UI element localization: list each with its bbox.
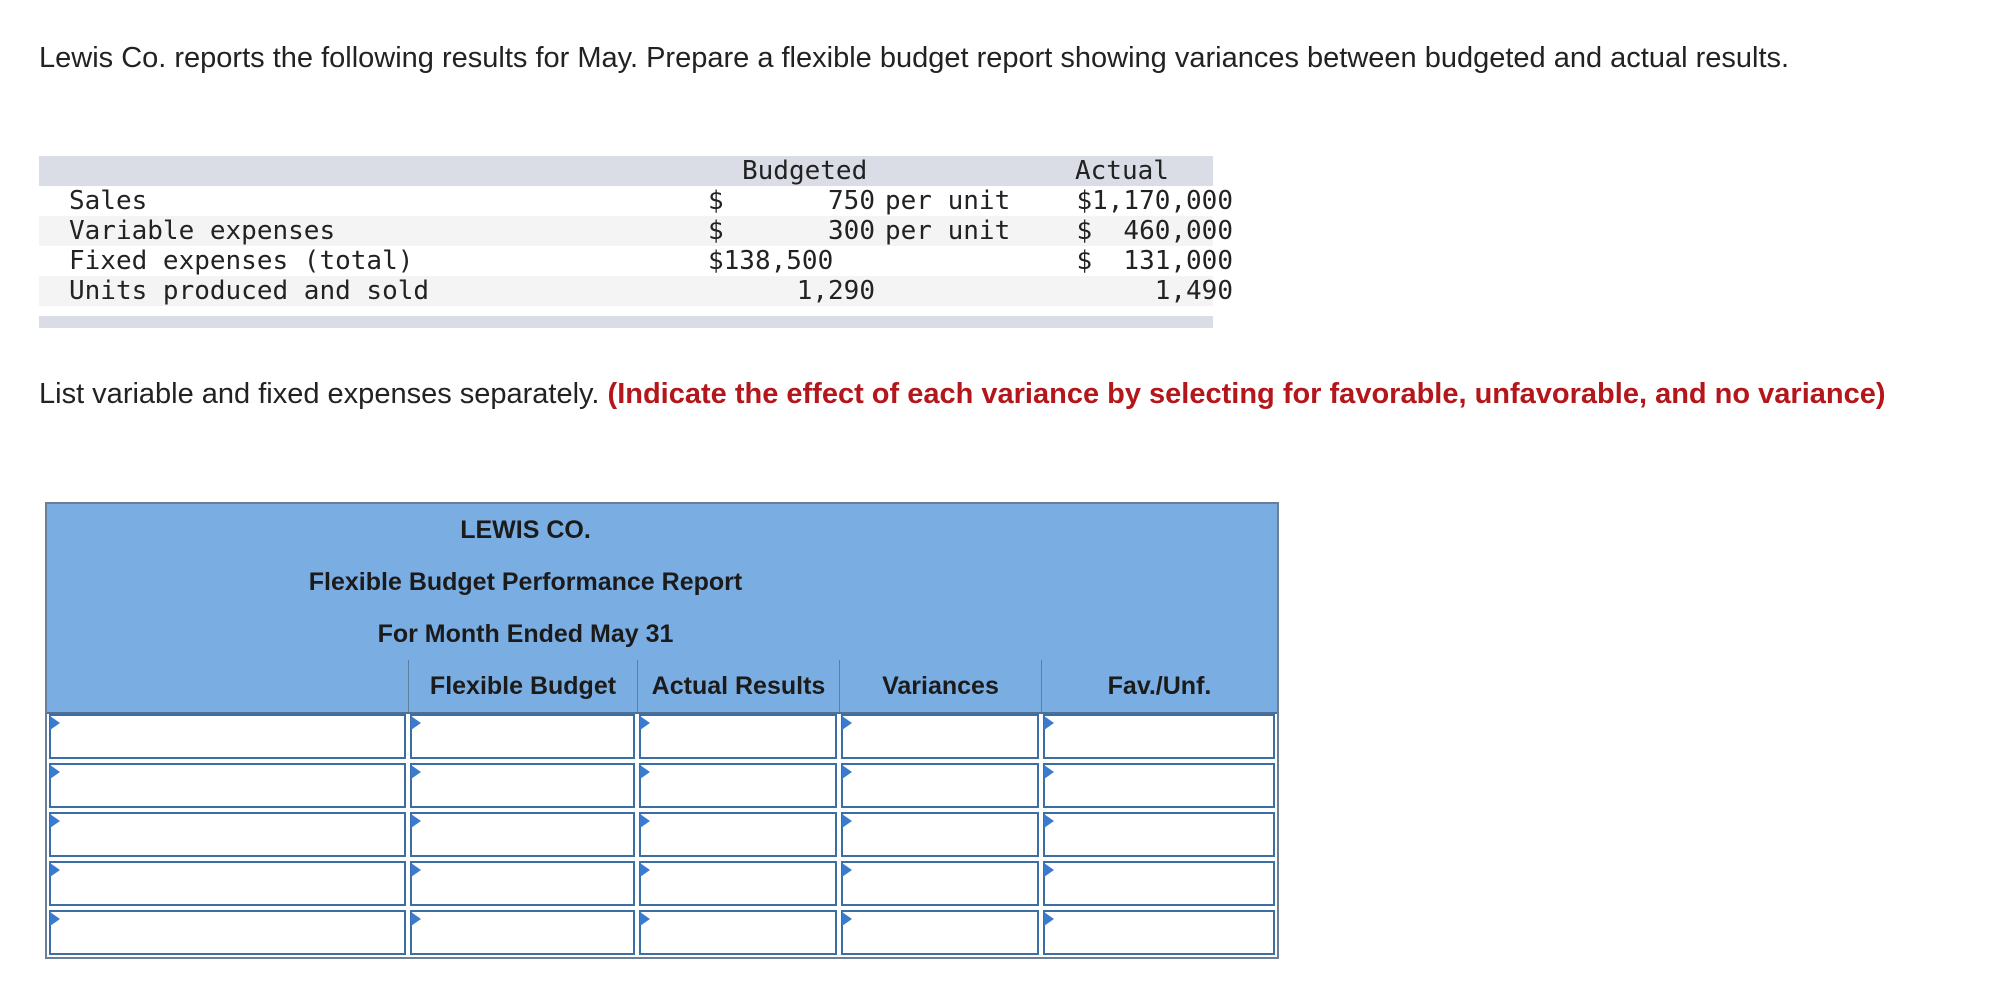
- flexible-budget-cell[interactable]: [410, 812, 635, 857]
- actual-results-cell[interactable]: [639, 910, 837, 955]
- variance-input[interactable]: [843, 765, 1037, 806]
- column-header-flexible-budget: Flexible Budget: [408, 660, 637, 712]
- line-item-input[interactable]: [51, 863, 404, 904]
- budget-unit: per unit: [885, 216, 1011, 246]
- table-row: [47, 859, 1277, 908]
- line-item-select[interactable]: [49, 714, 406, 759]
- budget-value: 750: [828, 186, 875, 216]
- actual-results-input[interactable]: [641, 716, 835, 757]
- flexible-budget-report: [45, 502, 1279, 959]
- report-title: Flexible Budget Performance Report: [308, 568, 743, 596]
- actual-results-cell[interactable]: [639, 763, 837, 808]
- actual-results-input[interactable]: [641, 765, 835, 806]
- actual-results-cell[interactable]: [639, 714, 837, 759]
- line-item-input[interactable]: [51, 716, 404, 757]
- given-data-table: [39, 156, 1233, 328]
- row-label: Variable expenses: [69, 216, 336, 246]
- given-header-row: [39, 156, 1213, 186]
- header-budgeted: Budgeted: [742, 156, 868, 186]
- fav-unf-input[interactable]: [1045, 912, 1273, 953]
- actual-results-input[interactable]: [641, 814, 835, 855]
- table-row: [47, 908, 1277, 957]
- report-column-headers: [47, 660, 1277, 714]
- flexible-budget-input[interactable]: [412, 765, 633, 806]
- fav-unf-select[interactable]: [1043, 763, 1275, 808]
- actual-results-input[interactable]: [641, 863, 835, 904]
- actual-value: $ 131,000: [1076, 246, 1233, 276]
- given-row-variable-expenses: [39, 216, 1233, 246]
- budget-unit: per unit: [885, 186, 1011, 216]
- fav-unf-select[interactable]: [1043, 861, 1275, 906]
- actual-value: 1,490: [1154, 276, 1233, 306]
- line-item-select[interactable]: [49, 812, 406, 857]
- line-item-input[interactable]: [51, 814, 404, 855]
- variance-cell[interactable]: [841, 861, 1039, 906]
- instruction-plain: List variable and fixed expenses separately.: [39, 378, 608, 410]
- row-label: Fixed expenses (total): [69, 246, 414, 276]
- budget-symbol: $: [708, 216, 724, 246]
- flexible-budget-cell[interactable]: [410, 714, 635, 759]
- variance-input[interactable]: [843, 716, 1037, 757]
- flexible-budget-cell[interactable]: [410, 861, 635, 906]
- variance-input[interactable]: [843, 863, 1037, 904]
- flexible-budget-input[interactable]: [412, 814, 633, 855]
- budget-value: 300: [828, 216, 875, 246]
- report-period: For Month Ended May 31: [377, 620, 674, 648]
- variance-cell[interactable]: [841, 763, 1039, 808]
- column-header-label: [47, 660, 408, 712]
- report-company: LEWIS CO.: [460, 516, 591, 544]
- flexible-budget-input[interactable]: [412, 716, 633, 757]
- variance-cell[interactable]: [841, 714, 1039, 759]
- column-header-variances: Variances: [839, 660, 1041, 712]
- table-row: [47, 810, 1277, 859]
- actual-results-cell[interactable]: [639, 861, 837, 906]
- flexible-budget-cell[interactable]: [410, 763, 635, 808]
- column-header-actual-results: Actual Results: [637, 660, 839, 712]
- row-label: Units produced and sold: [69, 276, 430, 306]
- budget-value: $138,500: [708, 246, 834, 276]
- variance-cell[interactable]: [841, 812, 1039, 857]
- problem-intro: Lewis Co. reports the following results for May. Prepare a flexible budget report showing variances between budgeted and actual results.: [39, 42, 1790, 74]
- variance-input[interactable]: [843, 912, 1037, 953]
- flexible-budget-cell[interactable]: [410, 910, 635, 955]
- actual-results-input[interactable]: [641, 912, 835, 953]
- line-item-input[interactable]: [51, 765, 404, 806]
- instruction-emphasis: (Indicate the effect of each variance by selecting for favorable, unfavorable, and no variance): [607, 378, 1886, 410]
- header-actual: Actual: [1075, 156, 1169, 186]
- table-row: [47, 712, 1277, 761]
- variance-input[interactable]: [843, 814, 1037, 855]
- fav-unf-input[interactable]: [1045, 863, 1273, 904]
- fav-unf-select[interactable]: [1043, 910, 1275, 955]
- flexible-budget-input[interactable]: [412, 863, 633, 904]
- report-company-row: [47, 504, 1277, 557]
- actual-results-cell[interactable]: [639, 812, 837, 857]
- instruction-text: [39, 376, 1939, 412]
- line-item-input[interactable]: [51, 912, 404, 953]
- budget-value: 1,290: [796, 276, 875, 306]
- budget-symbol: $: [708, 186, 724, 216]
- fav-unf-select[interactable]: [1043, 812, 1275, 857]
- fav-unf-input[interactable]: [1045, 814, 1273, 855]
- report-period-row: [47, 608, 1277, 661]
- variance-cell[interactable]: [841, 910, 1039, 955]
- fav-unf-input[interactable]: [1045, 765, 1273, 806]
- actual-value: $1,170,000: [1076, 186, 1233, 216]
- row-label: Sales: [69, 186, 148, 216]
- given-row-fixed-expenses: [39, 246, 1233, 276]
- table-row: [47, 761, 1277, 810]
- actual-value: $ 460,000: [1076, 216, 1233, 246]
- line-item-select[interactable]: [49, 910, 406, 955]
- report-title-row: [47, 556, 1277, 609]
- line-item-select[interactable]: [49, 861, 406, 906]
- fav-unf-input[interactable]: [1045, 716, 1273, 757]
- given-table-footer: [39, 316, 1213, 328]
- column-header-fav-unf: Fav./Unf.: [1041, 660, 1277, 712]
- given-row-units: [39, 276, 1233, 306]
- line-item-select[interactable]: [49, 763, 406, 808]
- given-row-sales: [39, 186, 1233, 216]
- fav-unf-select[interactable]: [1043, 714, 1275, 759]
- flexible-budget-input[interactable]: [412, 912, 633, 953]
